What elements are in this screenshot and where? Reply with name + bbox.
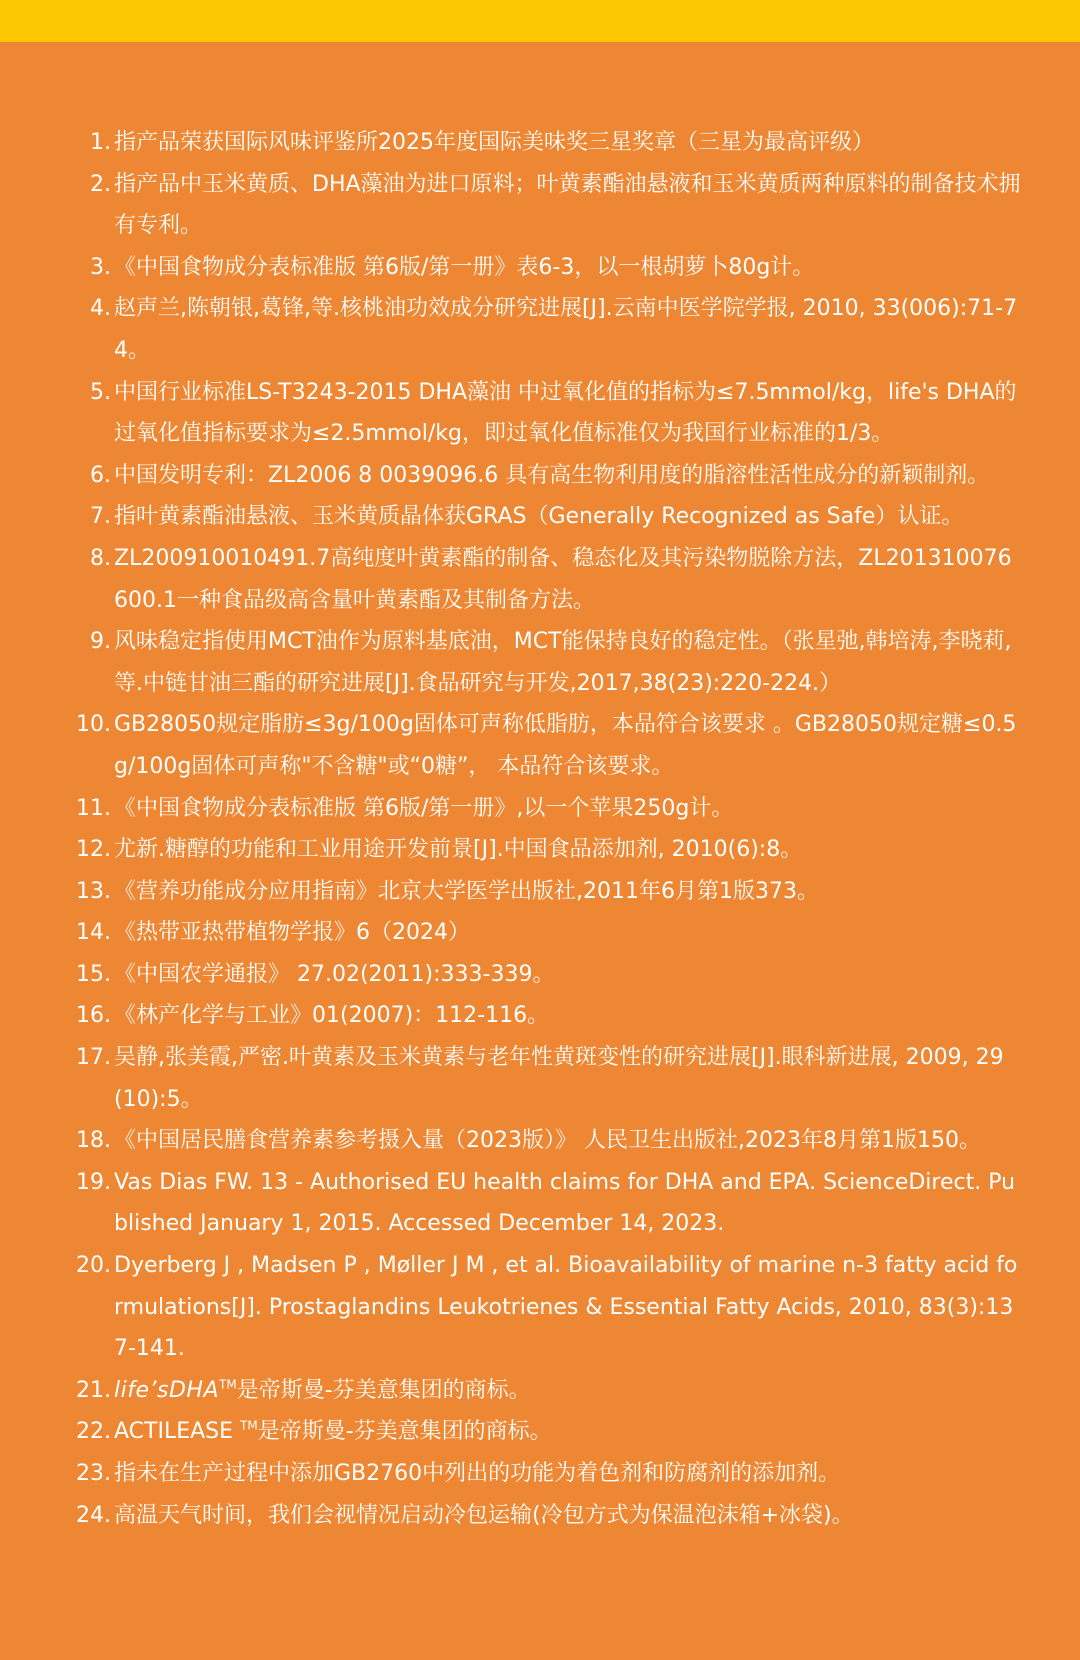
footnote-text: GB28050规定脂肪≤3g/100g固体可声称低脂肪，本品符合该要求 。GB28050规定糖≤0.5g/100g固体可声称"不含糖"或“0糖”， 本品符合该要求。: [114, 712, 1017, 779]
footnote-number: 21.: [76, 1377, 111, 1403]
footnote-number: 13.: [76, 878, 111, 904]
top-color-band: [0, 0, 1080, 42]
footnote-item: [0, 372, 1080, 455]
footnote-item: [0, 954, 1080, 996]
footnote-text: 指产品荣获国际风味评鉴所2025年度国际美味奖三星奖章（三星为最高评级）: [114, 130, 874, 155]
footnote-number: 20.: [76, 1253, 111, 1279]
footnote-item: [0, 1453, 1080, 1495]
footnote-number: 8.: [90, 545, 111, 571]
footnote-number: 23.: [76, 1461, 111, 1486]
footnote-text: ZL200910010491.7高纯度叶黄素酯的制备、稳态化及其污染物脱除方法，ZL201310076600.1一种食品级高含量叶黄素酯及其制备方法。: [114, 545, 1012, 613]
footnote-item: [0, 122, 1080, 164]
footnote-number: 17.: [76, 1045, 111, 1071]
footnote-text: 《中国食物成分表标准版 第6版/第一册》表6-3，以一根胡萝卜80g计。: [114, 254, 815, 280]
footnote-item: [0, 455, 1080, 497]
footnote-item: [0, 164, 1080, 247]
footnote-item: [0, 288, 1080, 371]
footnote-number: 3.: [90, 254, 111, 280]
footnote-text: 《营养功能成分应用指南》北京大学医学出版社,2011年6月第1版373。: [114, 878, 819, 904]
footnote-text: 风味稳定指使用MCT油作为原料基底油，MCT能保持良好的稳定性。（张星弛,韩培涛,李晓莉,等.中链甘油三酯的研究进展[J].食品研究与开发,2017,38(23):220-224.）: [114, 629, 1012, 696]
footnote-item: [0, 871, 1080, 913]
footnote-number: 11.: [76, 795, 111, 821]
footnote-text: 吴静,张美霞,严密.叶黄素及玉米黄素与老年性黄斑变性的研究进展[J].眼科新进展, 2009, 29(10):5。: [114, 1045, 1004, 1112]
footnote-number: 12.: [76, 837, 111, 863]
footnote-text: 是帝斯曼-芬美意集团的商标。: [257, 1419, 552, 1445]
trademark-symbol: TM: [219, 1377, 237, 1392]
footnote-item: [0, 247, 1080, 289]
footnote-item: [0, 1162, 1080, 1245]
footnote-number: 19.: [76, 1169, 111, 1195]
footnote-item: [0, 621, 1080, 704]
footnote-text: 中国行业标准LS-T3243-2015 DHA藻油 中过氧化值的指标为≤7.5mmol/kg，life's DHA的过氧化值指标要求为≤2.5mmol/kg，即过氧化值标准仅为我国行业标准的1/3。: [114, 379, 1017, 447]
footnote-item: [0, 912, 1080, 954]
footnote-text: Dyerberg J , Madsen P , Møller J M , et al. Bioavailability of marine n-3 fatty acid formulations[J]. Prostaglandins Leukotrienes & Essential Fatty Acids, 2010, 83(3):137-141.: [114, 1253, 1018, 1362]
footnote-text: 指产品中玉米黄质、DHA藻油为进口原料；叶黄素酯油悬液和玉米黄质两种原料的制备技术拥有专利。: [114, 171, 1021, 239]
footnote-number: 15.: [76, 961, 111, 987]
footnote-text: Vas Dias FW. 13 - Authorised EU health claims for DHA and EPA. ScienceDirect. Published January 1, 2015. Accessed December 14, 2023.: [114, 1169, 1016, 1237]
footnote-text: 指叶黄素酯油悬液、玉米黄质晶体获GRAS（Generally Recognized as Safe）认证。: [114, 504, 964, 530]
footnote-text: 尤新.糖醇的功能和工业用途开发前景[J].中国食品添加剂, 2010(6):8。: [114, 837, 803, 863]
footnote-text: 《林产化学与工业》01(2007)：112-116。: [114, 1003, 550, 1029]
brand-name-lifesdha: life’sDHA: [114, 1377, 219, 1403]
footnote-number: 4.: [90, 296, 111, 322]
footnote-number: 18.: [76, 1128, 111, 1154]
footnote-item: [0, 1495, 1080, 1537]
footnote-number: 6.: [90, 462, 111, 488]
footnote-item: [0, 829, 1080, 871]
footnote-list: [0, 122, 1080, 1536]
footnote-number: 1.: [90, 130, 111, 155]
footnote-item: [0, 1245, 1080, 1370]
footnote-number: 16.: [76, 1003, 111, 1029]
footnote-number: 10.: [76, 712, 111, 738]
footnote-text: 指未在生产过程中添加GB2760中列出的功能为着色剂和防腐剂的添加剂。: [114, 1461, 841, 1486]
footnote-item: [0, 496, 1080, 538]
footnote-item: [0, 704, 1080, 787]
footnote-item: [0, 1120, 1080, 1162]
footnote-text: 《热带亚热带植物学报》6（2024）: [114, 920, 470, 946]
footnote-number: 7.: [90, 504, 111, 530]
footnote-item-trademark-actilease: [0, 1411, 1080, 1453]
trademark-symbol: TM: [240, 1419, 258, 1434]
footnote-item: [0, 995, 1080, 1037]
footnote-text: 《中国食物成分表标准版 第6版/第一册》,以一个苹果250g计。: [114, 795, 734, 821]
footnote-number: 9.: [90, 629, 111, 655]
footnote-item: [0, 538, 1080, 621]
footnote-text: 赵声兰,陈朝银,葛锋,等.核桃油功效成分研究进展[J].云南中医学院学报, 2010, 33(006):71-74。: [114, 296, 1018, 363]
footnote-text: 中国发明专利：ZL2006 8 0039096.6 具有高生物利用度的脂溶性活性成分的新颖制剂。: [114, 462, 990, 488]
footnote-number: 14.: [76, 920, 111, 946]
footnote-text: 高温天气时间，我们会视情况启动冷包运输(冷包方式为保温泡沫箱+冰袋)。: [114, 1502, 854, 1528]
footnote-number: 22.: [76, 1419, 111, 1445]
footnote-text: 《中国居民膳食营养素参考摄入量（2023版）》 人民卫生出版社,2023年8月第1版150。: [114, 1128, 981, 1154]
footnote-item: [0, 788, 1080, 830]
footnote-item: [0, 1037, 1080, 1120]
footnote-number: 24.: [76, 1502, 111, 1528]
footnote-number: 2.: [90, 171, 111, 197]
footnote-item-trademark-lifesdha: [0, 1370, 1080, 1412]
brand-name-actilease: ACTILEASE: [114, 1419, 241, 1445]
footnote-text: 是帝斯曼-芬美意集团的商标。: [236, 1377, 531, 1403]
footnote-number: 5.: [90, 379, 111, 405]
footnote-text: 《中国农学通报》 27.02(2011):333-339。: [114, 961, 555, 987]
